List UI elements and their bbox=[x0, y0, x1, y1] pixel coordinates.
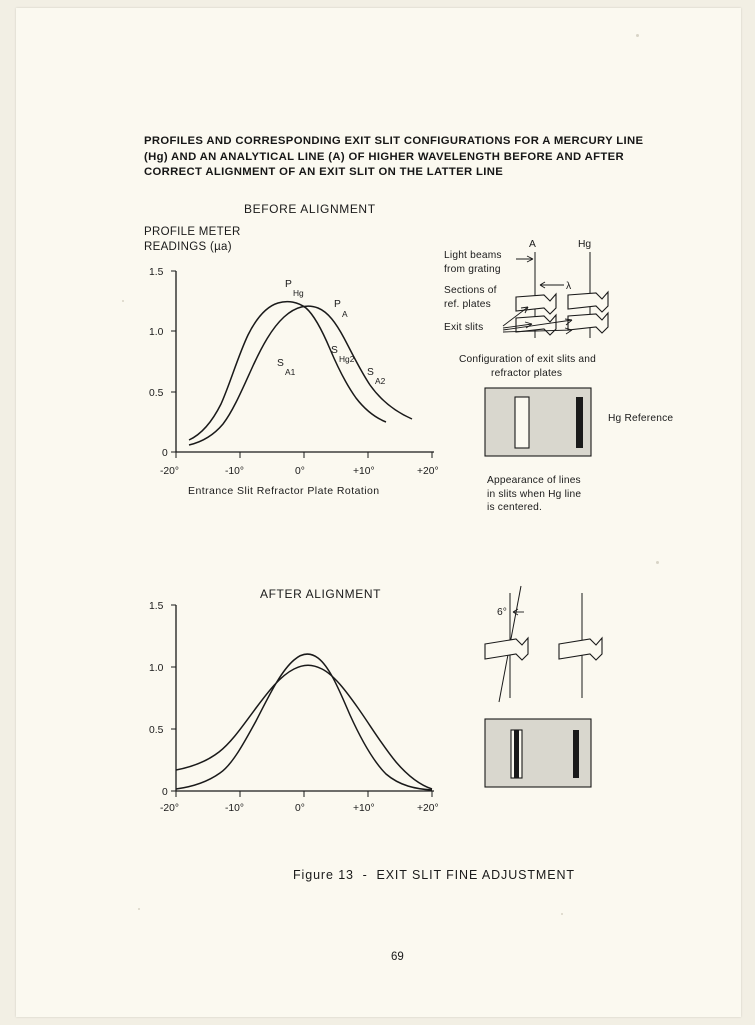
bottom-xtick-m10: -10° bbox=[225, 803, 244, 814]
label-p-a-sub: A bbox=[342, 309, 348, 319]
bottom-slit-inner-dark bbox=[514, 730, 519, 778]
label-col-a: A bbox=[529, 239, 536, 250]
label-light-beams: Light beams from grating bbox=[444, 250, 502, 275]
curve-after-narrow bbox=[176, 654, 432, 790]
bottom-xtick-p10: +10° bbox=[353, 803, 375, 814]
label-p-a: P bbox=[334, 299, 341, 310]
label-s-hg2-sub: Hg2 bbox=[339, 354, 355, 364]
label-s-a1-sub: A1 bbox=[285, 367, 296, 377]
hg-reference-slit-dark bbox=[576, 397, 583, 448]
page-number: 69 bbox=[391, 951, 404, 963]
figure-heading: PROFILES AND CORRESPONDING EXIT SLIT CONFIGURATIONS FOR A MERCURY LINE (Hg) AND AN ANALYTICAL LINE (A) OF HIGHER WAVELENGTH BEFORE AND AFTER CORRECT ALIGNMENT OF AN EXIT SLIT ON THE LATTER LINE bbox=[144, 135, 644, 178]
bottom-xtick-p20: +20° bbox=[417, 803, 439, 814]
top-ytick-1_5: 1.5 bbox=[149, 267, 164, 278]
top-chart-axes bbox=[176, 271, 434, 452]
before-alignment-title: BEFORE ALIGNMENT bbox=[244, 202, 376, 216]
bottom-refractor-plate-right bbox=[559, 638, 602, 660]
after-alignment-title: AFTER ALIGNMENT bbox=[260, 587, 382, 601]
label-s-hg2: S bbox=[331, 345, 338, 356]
bottom-x-ticks bbox=[176, 791, 432, 797]
label-sections-of-plates: Sections of ref. plates bbox=[444, 285, 497, 310]
top-xtick-m20: -20° bbox=[160, 466, 179, 477]
curve-after-broad bbox=[176, 665, 432, 789]
top-xtick-p20: +20° bbox=[417, 466, 439, 477]
label-angle: 6° bbox=[497, 607, 507, 618]
top-y-ticks bbox=[171, 271, 176, 452]
x-axis-caption: Entrance Slit Refractor Plate Rotation bbox=[188, 485, 380, 497]
bottom-refractor-plate-left bbox=[485, 638, 528, 660]
top-ytick-0: 0 bbox=[162, 448, 168, 459]
top-xtick-m10: -10° bbox=[225, 466, 244, 477]
label-s-a1: S bbox=[277, 358, 284, 369]
paper-sheet bbox=[16, 8, 741, 1017]
bottom-ytick-1_0: 1.0 bbox=[149, 663, 164, 674]
label-appearance: Appearance of lines in slits when Hg line is centered. bbox=[487, 475, 582, 513]
bottom-ytick-0_5: 0.5 bbox=[149, 725, 164, 736]
bottom-ytick-1_5: 1.5 bbox=[149, 601, 164, 612]
refractor-plate-hg bbox=[568, 292, 608, 312]
top-ytick-1_0: 1.0 bbox=[149, 327, 164, 338]
top-xtick-0: 0° bbox=[295, 466, 305, 477]
label-p-hg: P bbox=[285, 279, 292, 290]
hg-reference-box bbox=[485, 388, 591, 456]
bottom-slit-dark bbox=[573, 730, 579, 778]
label-col-hg: Hg bbox=[578, 239, 592, 250]
top-xtick-p10: +10° bbox=[353, 466, 375, 477]
label-s-a2: S bbox=[367, 367, 374, 378]
exit-slit-leader-4 bbox=[503, 330, 572, 332]
hg-reference-slit-white bbox=[515, 397, 529, 448]
bottom-chart-axes bbox=[176, 605, 434, 791]
label-p-hg-sub: Hg bbox=[293, 288, 304, 298]
label-s-a2-sub: A2 bbox=[375, 376, 386, 386]
label-lambda: λ bbox=[566, 281, 572, 292]
bottom-ytick-0: 0 bbox=[162, 787, 168, 798]
label-configuration: Configuration of exit slits and refractor plates bbox=[459, 354, 597, 379]
top-ytick-0_5: 0.5 bbox=[149, 388, 164, 399]
label-hg-reference: Hg Reference bbox=[608, 413, 674, 424]
figure-caption: Figure 13 - EXIT SLIT FINE ADJUSTMENT bbox=[293, 868, 575, 882]
bottom-xtick-0: 0° bbox=[295, 803, 305, 814]
top-x-ticks bbox=[176, 452, 432, 458]
y-axis-title: PROFILE METER READINGS (µa) bbox=[144, 226, 241, 253]
refractor-plate-hg2 bbox=[568, 313, 608, 333]
bottom-y-ticks bbox=[171, 605, 176, 791]
bottom-xtick-m20: -20° bbox=[160, 803, 179, 814]
label-exit-slits: Exit slits bbox=[444, 322, 484, 333]
